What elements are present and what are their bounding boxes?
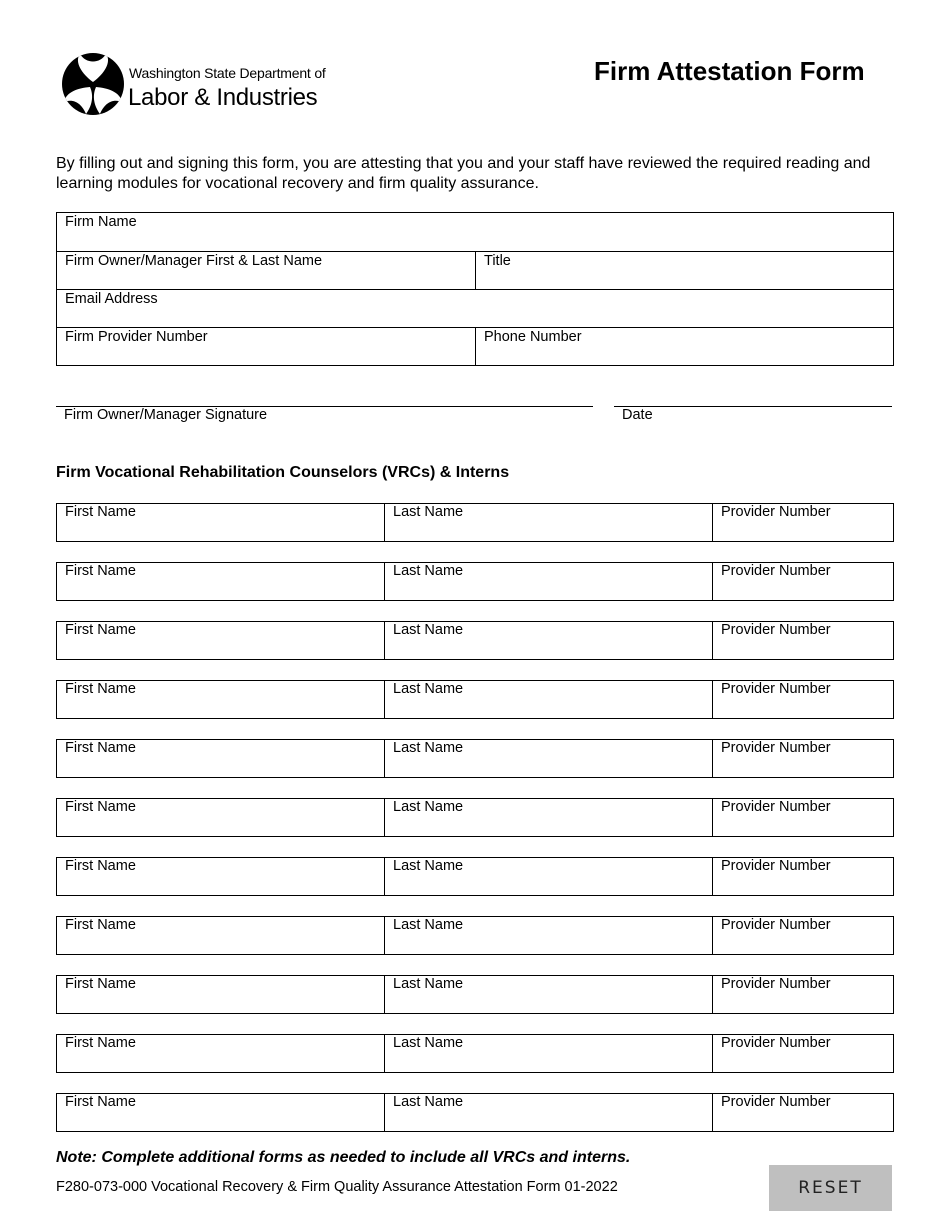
vrc-row xyxy=(56,1034,894,1073)
firm-name-label: Firm Name xyxy=(65,214,137,230)
provider-number-label: Provider Number xyxy=(721,681,831,697)
first-name-field[interactable] xyxy=(57,1035,385,1072)
provider-number-label: Provider Number xyxy=(721,1094,831,1110)
provider-number-field[interactable] xyxy=(713,504,893,541)
last-name-label: Last Name xyxy=(393,504,464,520)
vrc-row xyxy=(56,680,894,719)
last-name-field[interactable] xyxy=(385,563,713,600)
vrc-row xyxy=(56,1093,894,1132)
last-name-field[interactable] xyxy=(385,622,713,659)
title-field[interactable] xyxy=(476,252,893,289)
vrc-row xyxy=(56,857,894,896)
first-name-field[interactable] xyxy=(57,858,385,895)
vrc-row xyxy=(56,916,894,955)
first-name-field[interactable] xyxy=(57,740,385,777)
provider-number-field[interactable] xyxy=(713,622,893,659)
provider-number-field[interactable] xyxy=(713,740,893,777)
vrc-row xyxy=(56,562,894,601)
last-name-field[interactable] xyxy=(385,740,713,777)
first-name-label: First Name xyxy=(65,681,136,697)
first-name-label: First Name xyxy=(65,858,136,874)
owner-row xyxy=(57,251,893,289)
last-name-field[interactable] xyxy=(385,1035,713,1072)
provider-number-field[interactable] xyxy=(713,917,893,954)
first-name-label: First Name xyxy=(65,799,136,815)
last-name-field[interactable] xyxy=(385,504,713,541)
provider-number-field[interactable] xyxy=(713,681,893,718)
vrc-section-title: Firm Vocational Rehabilitation Counselors (VRCs) & Interns xyxy=(56,464,510,481)
firm-info-table xyxy=(56,212,894,366)
last-name-label: Last Name xyxy=(393,799,464,815)
last-name-label: Last Name xyxy=(393,976,464,992)
provider-number-field[interactable] xyxy=(713,976,893,1013)
provider-number-label: Provider Number xyxy=(721,504,831,520)
first-name-field[interactable] xyxy=(57,622,385,659)
last-name-field[interactable] xyxy=(385,858,713,895)
last-name-field[interactable] xyxy=(385,1094,713,1131)
note-text: Note: Complete additional forms as needed to include all VRCs and interns. xyxy=(56,1149,631,1166)
first-name-label: First Name xyxy=(65,917,136,933)
reset-button[interactable]: RESET xyxy=(769,1165,892,1211)
last-name-field[interactable] xyxy=(385,917,713,954)
first-name-label: First Name xyxy=(65,563,136,579)
provider-phone-row xyxy=(57,327,893,365)
provider-number-label: Provider Number xyxy=(721,976,831,992)
provider-number-field[interactable] xyxy=(713,1035,893,1072)
provider-number-label: Provider Number xyxy=(721,563,831,579)
first-name-field[interactable] xyxy=(57,976,385,1013)
vrc-row xyxy=(56,798,894,837)
last-name-label: Last Name xyxy=(393,858,464,874)
first-name-label: First Name xyxy=(65,504,136,520)
email-field[interactable] xyxy=(57,290,893,327)
last-name-field[interactable] xyxy=(385,976,713,1013)
owner-name-field[interactable] xyxy=(57,252,476,289)
first-name-field[interactable] xyxy=(57,681,385,718)
first-name-label: First Name xyxy=(65,1035,136,1051)
last-name-label: Last Name xyxy=(393,1094,464,1110)
firm-provider-number-label: Firm Provider Number xyxy=(65,329,208,345)
first-name-label: First Name xyxy=(65,976,136,992)
intro-text: By filling out and signing this form, you are attesting that you and your staff have reviewed the required reading and learning modules for vocational recovery and firm quality assurance. xyxy=(56,155,871,192)
first-name-field[interactable] xyxy=(57,799,385,836)
first-name-field[interactable] xyxy=(57,1094,385,1131)
last-name-field[interactable] xyxy=(385,799,713,836)
first-name-label: First Name xyxy=(65,740,136,756)
last-name-label: Last Name xyxy=(393,681,464,697)
firm-name-row xyxy=(57,213,893,251)
provider-number-label: Provider Number xyxy=(721,917,831,933)
first-name-label: First Name xyxy=(65,1094,136,1110)
first-name-field[interactable] xyxy=(57,917,385,954)
last-name-label: Last Name xyxy=(393,917,464,933)
lni-logo-icon xyxy=(62,52,124,116)
provider-number-label: Provider Number xyxy=(721,622,831,638)
provider-number-label: Provider Number xyxy=(721,1035,831,1051)
agency-logo xyxy=(62,52,332,118)
first-name-field[interactable] xyxy=(57,504,385,541)
vrc-row xyxy=(56,503,894,542)
date-label: Date xyxy=(622,407,653,423)
provider-number-field[interactable] xyxy=(713,563,893,600)
vrc-row xyxy=(56,621,894,660)
last-name-label: Last Name xyxy=(393,622,464,638)
form-footer: F280-073-000 Vocational Recovery & Firm Quality Assurance Attestation Form 01-2022 xyxy=(56,1179,618,1195)
provider-number-label: Provider Number xyxy=(721,858,831,874)
last-name-label: Last Name xyxy=(393,563,464,579)
title-label: Title xyxy=(484,253,511,269)
provider-number-field[interactable] xyxy=(713,799,893,836)
logo-line-1: Washington State Department of xyxy=(129,65,326,81)
logo-line-2: Labor & Industries xyxy=(128,84,318,111)
vrc-row xyxy=(56,975,894,1014)
email-label: Email Address xyxy=(65,291,158,307)
firm-name-field[interactable] xyxy=(57,213,893,251)
provider-number-label: Provider Number xyxy=(721,799,831,815)
provider-number-label: Provider Number xyxy=(721,740,831,756)
last-name-label: Last Name xyxy=(393,1035,464,1051)
provider-number-field[interactable] xyxy=(713,858,893,895)
provider-number-field[interactable] xyxy=(713,1094,893,1131)
email-row xyxy=(57,289,893,327)
vrc-list xyxy=(56,503,894,1152)
date-field[interactable] xyxy=(614,406,892,407)
phone-label: Phone Number xyxy=(484,329,582,345)
signature-label: Firm Owner/Manager Signature xyxy=(64,407,268,423)
owner-name-label: Firm Owner/Manager First & Last Name xyxy=(65,253,323,269)
last-name-field[interactable] xyxy=(385,681,713,718)
phone-field[interactable] xyxy=(476,328,893,365)
vrc-row xyxy=(56,739,894,778)
first-name-field[interactable] xyxy=(57,563,385,600)
last-name-label: Last Name xyxy=(393,740,464,756)
first-name-label: First Name xyxy=(65,622,136,638)
firm-provider-number-field[interactable] xyxy=(57,328,476,365)
form-title: Firm Attestation Form xyxy=(594,56,865,86)
